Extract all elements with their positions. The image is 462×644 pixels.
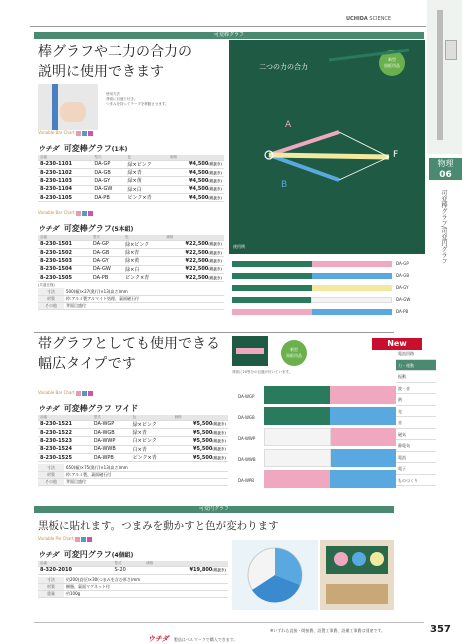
- table-row: 8-230-1104 DA-GW 緑×白 ¥4,500(税抜き): [40, 186, 222, 193]
- product3-spec: 寸法 650(幅)×75(奥行)×13(高さ)mm 材質 枠:アルミ製、裏面磁石付 その他 背面目盛付: [38, 464, 228, 486]
- table-row: 8-230-1105 DA-PB ピンク×青 ¥4,500(税抜き): [40, 194, 222, 202]
- board-pie: [334, 552, 348, 566]
- chalkboard-example: [229, 40, 425, 254]
- product1: Variable Bar Chart ウチダ 可変棒グラフ(1本) 品番 型式 色 価格 8-230-1101 DA-GP 緑×ピンク ¥4,500(税抜き) 8-230-1102 DA-GB 緑×青 ¥4,500(税抜き) 8-230-1103 DA-GY 緑×黄 ¥4,500(税抜き) 8-230-1104 DA-GW 緑×白 ¥4,500(税抜き) 8-230-1105 DA-PB ピンク×青 ¥4,500(税抜き): [38, 130, 222, 202]
- product4-table: 品番 型式 価格 8-320-2010 S-20 ¥19,800(税抜き): [40, 560, 226, 574]
- board-bar: [329, 50, 409, 60]
- table-row: 8-230-1503 DA-GY 緑×黄 ¥22,500(税抜き): [40, 257, 222, 265]
- footer-note: ※いずれも直接・間接費、設置工事費、設備工事費は別途です。: [270, 628, 386, 633]
- force-diagram: [229, 40, 425, 254]
- table-row: 8-230-1504 DA-GW 緑×白 ¥22,500(税抜き): [40, 266, 222, 273]
- table-row: 8-230-1522 DA-WGB 緑×青 ¥5,500(税抜き): [40, 429, 226, 437]
- product4-spec: 寸法 約200(直径)×30(つまみを含む厚さ)mm 材質 樹脂、裏面マグネット付 重量 約100g: [38, 577, 228, 599]
- divider: [34, 332, 394, 333]
- bar-strip-image: [52, 84, 58, 130]
- product3-table: 品番 型式 色 価格 8-230-1521 DA-WGP 緑×ピンク ¥5,500(税抜き) 8-230-1522 DA-WGB 緑×青 ¥5,500(税抜き) 8-230-1523 DA-WWP 白×ピンク ¥5,500(税抜き) 8-230-1524 DA-WWB 白×青 ¥5,500(税抜き) 8-230-1525 DA-WPB ピンク×青 ¥5,500(税抜き): [40, 414, 226, 462]
- table-row: 8-230-1521 DA-WGP 緑×ピンク ¥5,500(税抜き): [40, 421, 226, 428]
- product2-spec: 寸法 500(幅)×27(奥行)×13(高さ)mm 材質 枠:アルミ製アルマイト処理、裏面磁石付 その他 背面目盛付: [38, 288, 224, 310]
- section3-banner: 可変円グラフ: [34, 506, 394, 513]
- product2: Variable Bar Chart ウチダ 可変棒グラフ(5本組) 品番 型式 色 価格 8-230-1501 DA-GP 緑×ピンク ¥22,500(税抜き) 8-230-1502 DA-GB 緑×青 ¥22,500(税抜き) 8-230-1503 DA-GY 緑×黄 ¥22,500(税抜き) 8-230-1504 DA-GW 緑×白 ¥22,500(税抜き) 8-230-1505 DA-PB ピンク×青 ¥22,500(税抜き) (共通仕様) 寸法 500(幅)×27(奥行)×13(高さ)mm 材質 枠:アルミ製アルマイト処理、裏面磁石付 その他 背面目盛付: [38, 210, 222, 308]
- side-nav: [427, 0, 462, 644]
- force-b-bar: [269, 155, 339, 180]
- sidebar-item[interactable]: 電流: [396, 452, 436, 464]
- section1-title: 棒グラフや二力の合力の 説明に使用できます: [38, 44, 192, 80]
- sidebar-item[interactable]: ものづくり: [396, 475, 436, 487]
- wide-swatch-wgp: [264, 386, 396, 404]
- sidebar-item[interactable]: 振動: [396, 371, 436, 383]
- product1-title: ウチダ 可変棒グラフ(1本): [38, 143, 128, 153]
- sidebar-item[interactable]: 熱: [396, 394, 436, 406]
- swatch-labels: DA-GP DA-GB DA-GY DA-GW DA-PB: [396, 261, 411, 314]
- swatch-gb: [232, 270, 392, 282]
- wide-bar-image: [236, 348, 264, 354]
- wide-swatch-wwb: [264, 449, 396, 467]
- table-row: 8-230-1525 DA-WPB ピンク×青 ¥5,500(税抜き): [40, 454, 226, 462]
- table-row: 8-230-1505 DA-PB ピンク×青 ¥22,500(税抜き): [40, 274, 222, 282]
- classroom-board: [326, 546, 388, 574]
- label-a: A: [285, 120, 292, 130]
- star-badge: 新型 黒板用品: [379, 50, 405, 76]
- product3: Variable Bar Chart ウチダ 可変棒グラフ ワイド 品番 型式 色 価格 8-230-1521 DA-WGP 緑×ピンク ¥5,500(税抜き) 8-230-1522 DA-WGB 緑×青 ¥5,500(税抜き) 8-230-1523 DA-WWP 白×ピンク ¥5,500(税抜き) 8-230-1524 DA-WWB 白×青 ¥5,500(税抜き) 8-230-1525 DA-WPB ピンク×青 ¥5,500(税抜き) 寸法 650(幅)×75(奥行)×13(高さ)mm 材質 枠:アルミ製、裏面磁石付 その他 背面目盛付: [38, 390, 226, 484]
- force-a-bar: [269, 132, 339, 155]
- section3-title: 黒板に貼れます。つまみを動かすと色が変わります: [38, 520, 279, 532]
- pie-product-photo: [232, 540, 318, 610]
- sidebar-item[interactable]: 電子: [396, 463, 436, 475]
- spec-note: (共通仕様): [38, 283, 55, 288]
- table-row: 8-230-1102 DA-GB 緑×青 ¥4,500(税抜き): [40, 169, 222, 177]
- usage-caption: 使用方法 背面に目盛り付き。 つまみを持ってテープを移動させます。: [106, 92, 169, 106]
- sidebar-item[interactable]: 音: [396, 417, 436, 429]
- board-pie: [370, 552, 384, 566]
- swatch-gw: [232, 294, 392, 306]
- product2-title: ウチダ 可変棒グラフ(5本組): [38, 223, 134, 233]
- wide-color-swatches: [264, 386, 396, 488]
- classroom-desks: [326, 584, 388, 604]
- side-nav-list: [396, 348, 436, 486]
- color-swatches: [232, 258, 392, 318]
- star-badge: 新型 黒板用品: [281, 340, 307, 366]
- sidebar-item[interactable]: 静電気: [396, 440, 436, 452]
- wide-swatch-labels: DA-WGP DA-WGB DA-WWP DA-WWB DA-WPB: [238, 394, 256, 483]
- table-row: 8-230-1103 DA-GY 緑×黄 ¥4,500(税抜き): [40, 177, 222, 185]
- footer-left: ウチダ 製品はベルマークで購入できます。: [148, 635, 238, 643]
- wide-photo-caption: 背面に20等分の目盛が付いています。: [232, 370, 293, 374]
- sidebar-item[interactable]: 波・音: [396, 383, 436, 395]
- classroom-photo: [320, 540, 394, 610]
- board-caption: 使用例: [233, 244, 245, 249]
- product1-table: 品番 型式 色 価格 8-230-1101 DA-GP 緑×ピンク ¥4,500(税抜き) 8-230-1102 DA-GB 緑×青 ¥4,500(税抜き) 8-230-1103 DA-GY 緑×黄 ¥4,500(税抜き) 8-230-1104 DA-GW 緑×白 ¥4,500(税抜き) 8-230-1105 DA-PB ピンク×青 ¥4,500(税抜き): [40, 154, 222, 202]
- wide-swatch-wgb: [264, 407, 396, 425]
- hand-image: [60, 102, 86, 122]
- product4-title: ウチダ 可変円グラフ(4個組): [38, 549, 134, 559]
- footer-rule: [34, 622, 424, 623]
- guide-line: [339, 157, 389, 180]
- vertical-title: 可変棒グラフ/可変円グラフ: [440, 190, 447, 265]
- resultant-f-bar: [269, 155, 389, 157]
- product2-table: 品番 型式 色 価格 8-230-1501 DA-GP 緑×ピンク ¥22,500(税抜き) 8-230-1502 DA-GB 緑×青 ¥22,500(税抜き) 8-230-1503 DA-GY 緑×黄 ¥22,500(税抜き) 8-230-1504 DA-GW 緑×白 ¥22,500(税抜き) 8-230-1505 DA-PB ピンク×青 ¥22,500(税抜き): [40, 234, 222, 282]
- wide-bar-photo: [232, 336, 268, 366]
- board-heading: 二つの力の合力: [259, 63, 308, 71]
- wide-swatch-wwp: [264, 428, 396, 446]
- header-rule: [30, 26, 426, 27]
- new-badge: New: [372, 338, 422, 350]
- swatch-pb: [232, 306, 392, 318]
- table-row: 8-320-2010 S-20 ¥19,800(税抜き): [40, 567, 226, 574]
- guide-line: [339, 132, 389, 157]
- table-row: 8-230-1502 DA-GB 緑×青 ¥22,500(税抜き): [40, 249, 222, 257]
- swatch-gp: [232, 258, 392, 270]
- category-tab[interactable]: [429, 158, 462, 180]
- category-label: 物理: [437, 159, 454, 168]
- table-row: 8-230-1524 DA-WWB 白×青 ¥5,500(税抜き): [40, 446, 226, 453]
- pie-product-image: [232, 540, 318, 610]
- sidebar-item[interactable]: 光: [396, 406, 436, 418]
- product3-title: ウチダ 可変棒グラフ ワイド: [38, 403, 139, 413]
- usage-photo: [38, 84, 98, 130]
- header-brand: UCHIDA SCIENCE: [346, 16, 392, 22]
- table-row: 8-230-1101 DA-GP 緑×ピンク ¥4,500(税抜き): [40, 161, 222, 168]
- swatch-gy: [232, 282, 392, 294]
- product4: Variable Pie Chart ウチダ 可変円グラフ(4個組) 品番 型式 価格 8-320-2010 S-20 ¥19,800(税抜き) 寸法 約200(直径)×30(つまみを含む厚さ)mm 材質 樹脂、裏面マグネット付 重量 約100g: [38, 536, 226, 597]
- table-row: 8-230-1523 DA-WWP 白×ピンク ¥5,500(税抜き): [40, 437, 226, 445]
- section2-title: 帯グラフとしても使用できる 幅広タイプです: [38, 336, 220, 372]
- sidebar-item-active[interactable]: 力・運動: [396, 360, 436, 372]
- wide-swatch-wpb: [264, 470, 396, 488]
- board-pie: [352, 552, 366, 566]
- section1-banner: 可変棒グラフ: [34, 32, 424, 39]
- apparatus-part: [445, 40, 457, 60]
- apparatus-image: [437, 10, 443, 140]
- category-number: 06: [439, 170, 452, 180]
- label-f: F: [393, 150, 399, 160]
- side-nav-photo-area: [427, 0, 462, 154]
- table-row: 8-230-1501 DA-GP 緑×ピンク ¥22,500(税抜き): [40, 241, 222, 248]
- label-b: B: [281, 180, 288, 190]
- sidebar-item[interactable]: 磁気: [396, 429, 436, 441]
- page-number: 357: [430, 624, 451, 635]
- sidebar-item[interactable]: 電流回路: [396, 348, 436, 360]
